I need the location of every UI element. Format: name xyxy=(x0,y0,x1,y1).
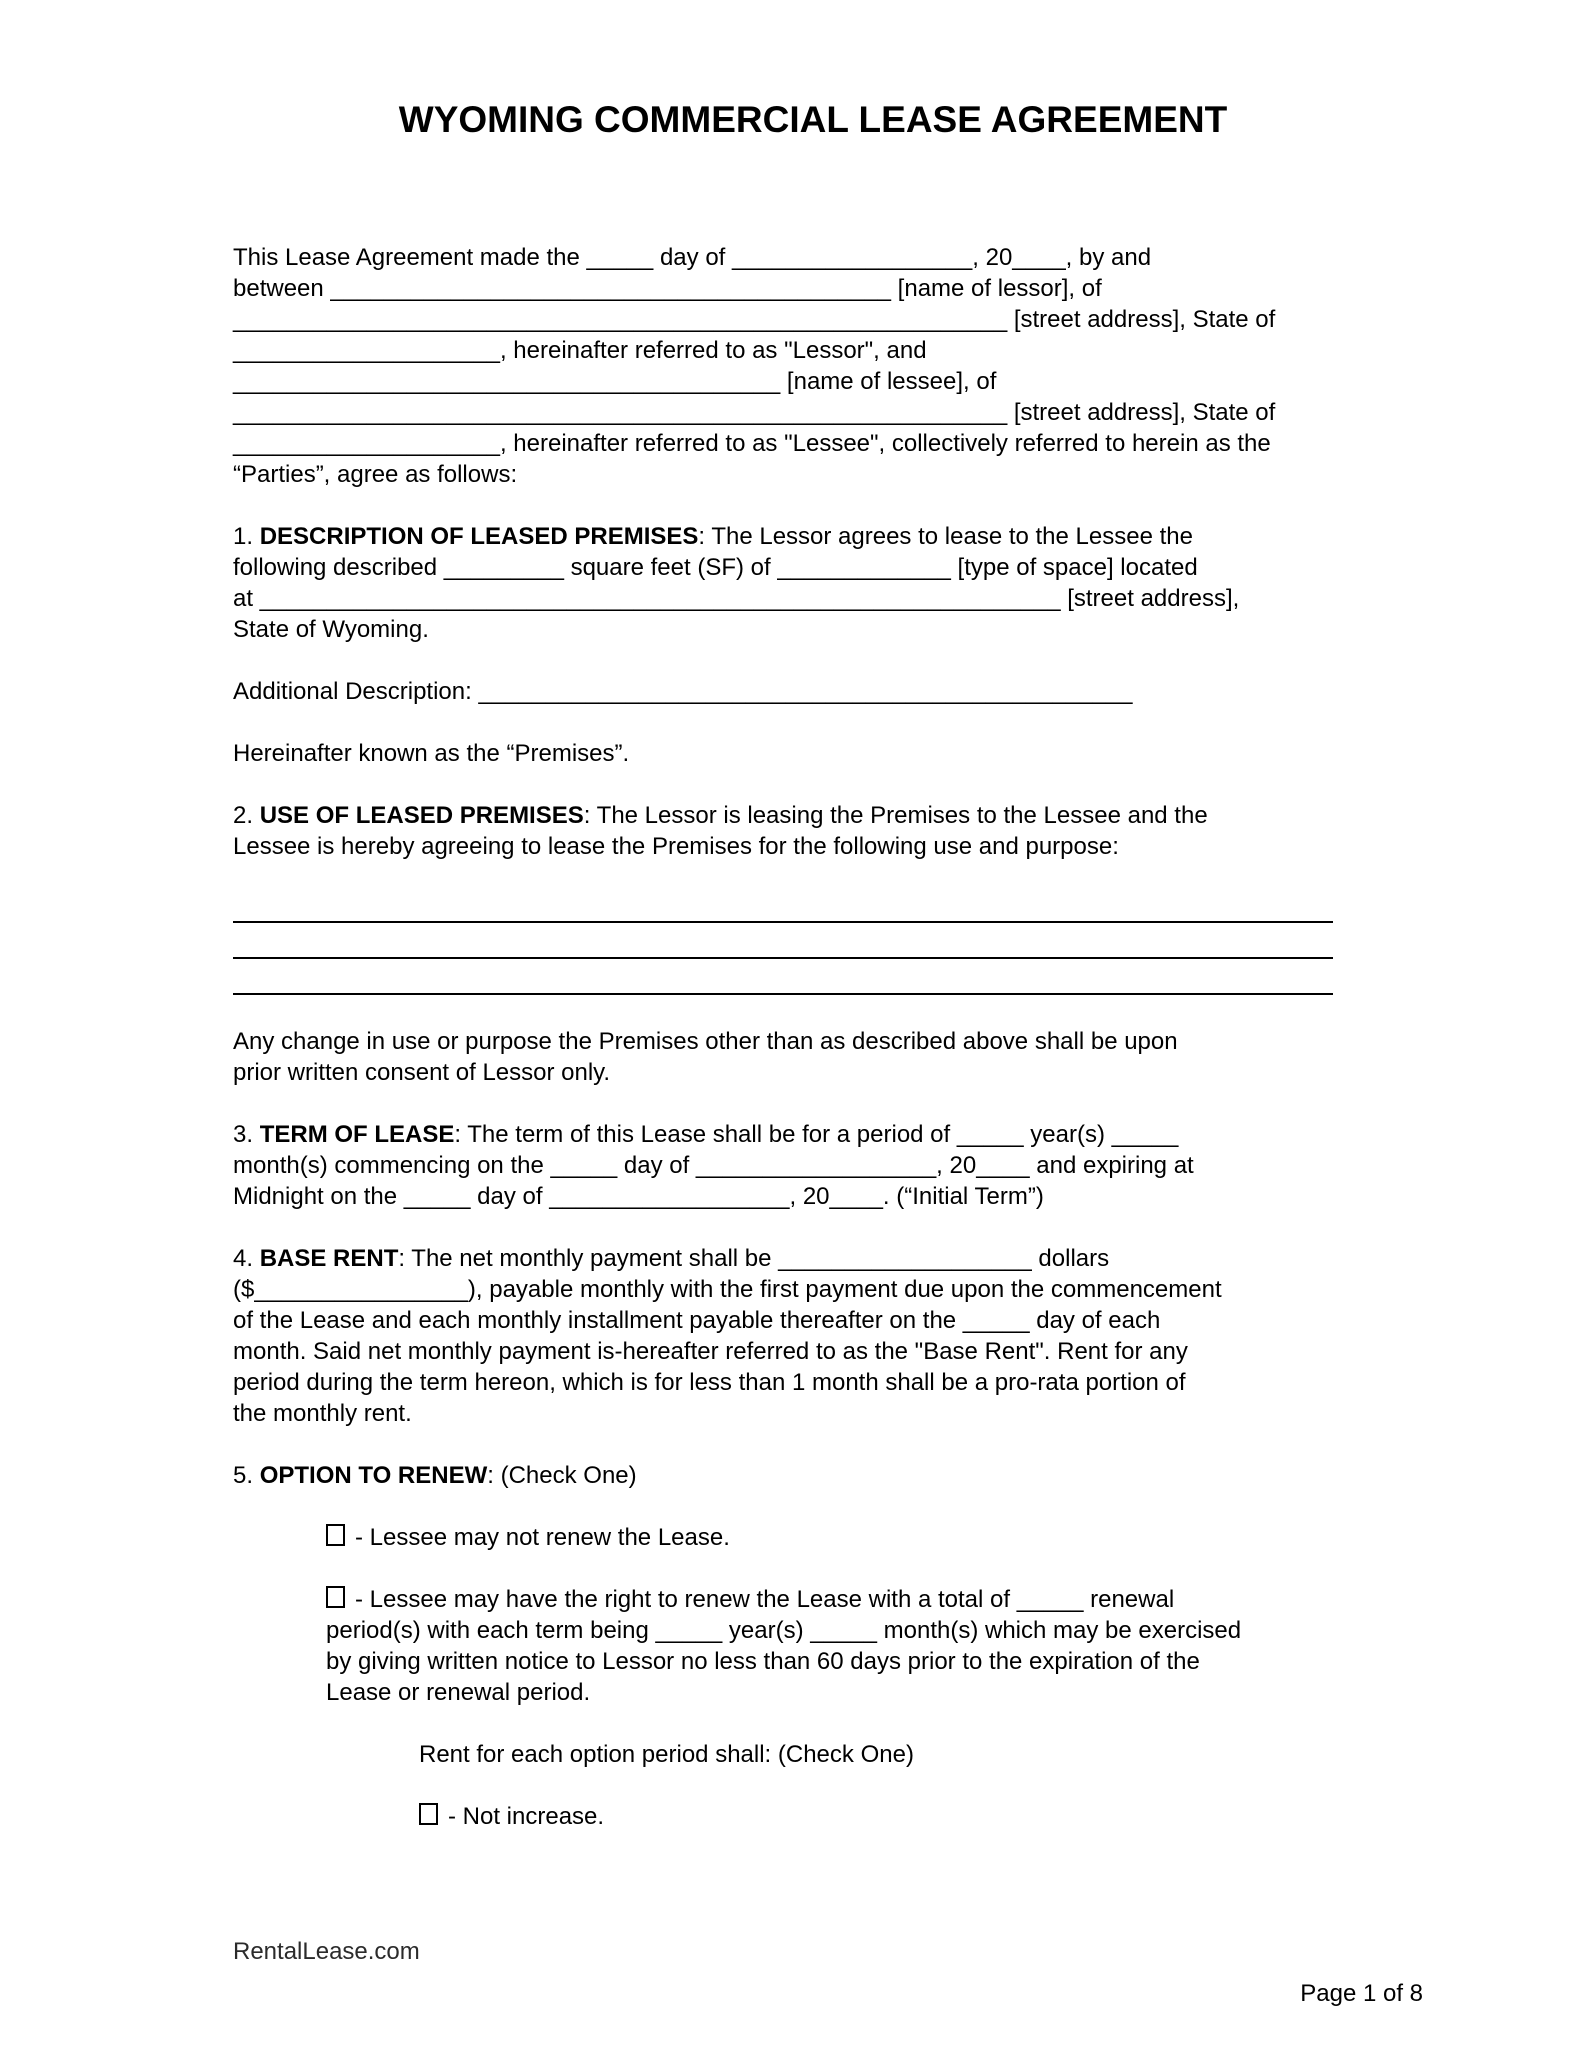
text-line xyxy=(233,1243,1393,1274)
section-heading: BASE RENT xyxy=(259,1245,399,1272)
text-line: ($________________), payable monthly with the first payment due upon the commencement xyxy=(233,1276,1222,1303)
text-line: Lessee is hereby agreeing to lease the Premises for the following use and purpose: xyxy=(233,833,1119,860)
text-line xyxy=(233,800,1393,831)
text-line xyxy=(326,1584,1393,1615)
section-number: 2. xyxy=(233,802,260,829)
section-heading: USE OF LEASED PREMISES xyxy=(259,802,584,829)
text-line: Additional Description: _________________________________________________ xyxy=(233,678,1133,705)
section-body-start: : The Lessor agrees to lease to the Lessee the xyxy=(698,523,1193,550)
text-line xyxy=(326,1522,1393,1553)
intro-paragraph xyxy=(233,242,1393,490)
section-number: 1. xyxy=(233,523,260,550)
section-3-term-of-lease xyxy=(233,1119,1393,1212)
text-line: __________________________________________________________ [street address], State of xyxy=(233,399,1276,426)
text-line: Rent for each option period shall: (Check One) xyxy=(419,1741,914,1768)
text-line: State of Wyoming. xyxy=(233,616,429,643)
section-body-start: : The net monthly payment shall be ___________________ dollars xyxy=(398,1245,1110,1272)
use-change-note xyxy=(233,1026,1393,1088)
blank-line xyxy=(233,923,1333,959)
section-number: 5. xyxy=(233,1462,260,1489)
text-line: at ____________________________________________________________ [street address], xyxy=(233,585,1240,612)
footer-site-name: RentalLease.com xyxy=(233,1938,420,1965)
text-line: _________________________________________ [name of lessee], of xyxy=(233,368,997,395)
footer-page-number: Page 1 of 8 xyxy=(1300,1980,1423,2007)
blank-line xyxy=(233,887,1333,923)
rent-option-label xyxy=(419,1739,1393,1770)
text-line: Hereinafter known as the “Premises”. xyxy=(233,740,630,767)
section-number: 3. xyxy=(233,1121,260,1148)
text-line: __________________________________________________________ [street address], State of xyxy=(233,306,1276,333)
text-line xyxy=(233,1460,1393,1491)
use-purpose-write-in-area xyxy=(233,887,1393,995)
section-body-start: : (Check One) xyxy=(487,1462,637,1489)
option-label: - Lessee may not renew the Lease. xyxy=(355,1524,730,1551)
text-line xyxy=(419,1801,1393,1832)
option-row-no-renew xyxy=(326,1522,1393,1553)
option-label: - Lessee may have the right to renew the Lease with a total of _____ renewal xyxy=(355,1586,1175,1613)
text-line: between __________________________________________ [name of lessor], of xyxy=(233,275,1102,302)
text-line: by giving written notice to Lessor no less than 60 days prior to the expiration of the xyxy=(326,1648,1200,1675)
text-line: prior written consent of Lessor only. xyxy=(233,1059,611,1086)
text-line: of the Lease and each monthly installment payable thereafter on the _____ day of each xyxy=(233,1307,1161,1334)
text-line: This Lease Agreement made the _____ day of __________________, 20____, by and xyxy=(233,244,1152,271)
document-page xyxy=(233,0,1393,1863)
text-line: period(s) with each term being _____ year(s) _____ month(s) which may be exercised xyxy=(326,1617,1242,1644)
text-line: following described _________ square feet (SF) of _____________ [type of space] located xyxy=(233,554,1198,581)
premises-note xyxy=(233,738,1393,769)
section-body-start: : The Lessor is leasing the Premises to the Lessee and the xyxy=(583,802,1208,829)
text-line: Lease or renewal period. xyxy=(326,1679,591,1706)
text-line: month(s) commencing on the _____ day of __________________, 20____ and expiring at xyxy=(233,1152,1194,1179)
section-heading: TERM OF LEASE xyxy=(259,1121,455,1148)
text-line: month. Said net monthly payment is-hereafter referred to as the "Base Rent". Rent for any xyxy=(233,1338,1188,1365)
section-1-description-of-leased-premises xyxy=(233,521,1393,645)
blank-line xyxy=(233,959,1333,995)
option-row-not-increase xyxy=(419,1801,1393,1832)
text-line xyxy=(233,1119,1393,1150)
text-line: Midnight on the _____ day of __________________, 20____. (“Initial Term”) xyxy=(233,1183,1044,1210)
text-line: ____________________, hereinafter referred to as "Lessor", and xyxy=(233,337,927,364)
text-line: “Parties”, agree as follows: xyxy=(233,461,518,488)
section-4-base-rent xyxy=(233,1243,1393,1429)
section-body-start: : The term of this Lease shall be for a period of _____ year(s) _____ xyxy=(454,1121,1179,1148)
text-line: period during the term hereon, which is for less than 1 month shall be a pro-rata portion of xyxy=(233,1369,1186,1396)
option-row-renew xyxy=(326,1584,1393,1708)
additional-description-line xyxy=(233,676,1393,707)
checkbox-no-renew[interactable] xyxy=(326,1524,345,1546)
text-line xyxy=(233,521,1393,552)
page-title: WYOMING COMMERCIAL LEASE AGREEMENT xyxy=(398,99,1228,140)
section-5-option-to-renew xyxy=(233,1460,1393,1491)
section-number: 4. xyxy=(233,1245,260,1272)
checkbox-not-increase[interactable] xyxy=(419,1803,438,1825)
text-line: Any change in use or purpose the Premises other than as described above shall be upon xyxy=(233,1028,1178,1055)
option-label: - Not increase. xyxy=(448,1803,605,1830)
text-line: the monthly rent. xyxy=(233,1400,412,1427)
checkbox-renew[interactable] xyxy=(326,1586,345,1608)
section-heading: OPTION TO RENEW xyxy=(259,1462,488,1489)
text-line: ____________________, hereinafter referred to as "Lessee", collectively referred to herein as the xyxy=(233,430,1271,457)
section-2-use-of-leased-premises xyxy=(233,800,1393,862)
section-heading: DESCRIPTION OF LEASED PREMISES xyxy=(259,523,699,550)
